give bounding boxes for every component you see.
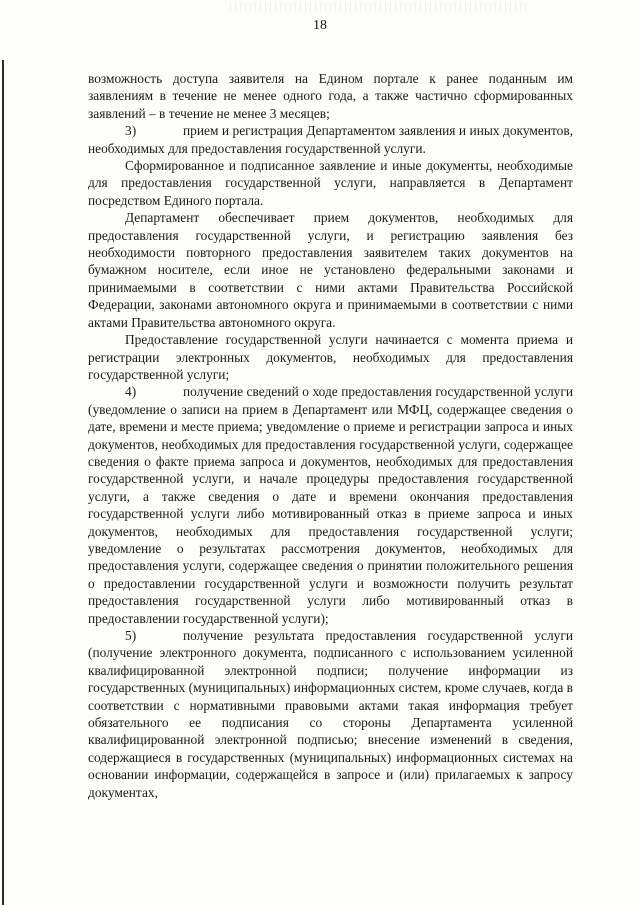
list-item-4 [88,383,573,627]
paragraph-access: возможность доступа заявителя на Едином портале к ранее поданным им заявлениям в течение не менее одного года, а также частично сформированных заявлений – в течение не менее 3 месяцев; [88,71,573,121]
list-item-number: 5) [125,628,137,643]
list-item-5 [88,627,573,801]
paragraph-reception: Департамент обеспечивает прием документов, необходимых для предоставления государственной услуги, и регистрацию заявления без необходимости повторного предоставления заявителем таких документов на бумажном носителе, если иное не установлено федеральными законами и принимаемыми в соответствии с ними актами Правительства Российской Федерации, законами автономного округа и принимаемыми в соответствии с ними актами Правительства автономного округа. [88,210,573,330]
list-item-3 [88,122,573,157]
page-number: 18 [313,18,327,33]
scan-edge-line [2,60,4,905]
paragraph-submission: Сформированное и подписанное заявление и иные документы, необходимые для предоставления государственной услуги, направляется в Департамент посредством Единого портала. [88,158,573,208]
list-item-text: получение результата предоставления государственной услуги (получение электронного документа, подписанного с использованием усиленной квалифицированной электронной подписи; получение информации из государственных (муниципальных) информационных систем, кроме случаев, когда в соответствии с нормативными правовыми актами такая информация требует обязательного ее подписания со стороны Департамента усиленной квалифицированной электронной подписью; внесение изменений в сведения, содержащиеся в государственных (муниципальных) информационных системах на основании информации, содержащейся в запросе и (или) прилагаемых к запросу документах, [88,628,573,800]
list-item-text: прием и регистрация Департаментом заявления и иных документов, необходимых для предоставления государственной услуги. [88,123,573,156]
paragraph-start: Предоставление государственной услуги начинается с момента приема и регистрации электронных документов, необходимых для предоставления государственной услуги; [88,332,573,382]
list-item-text: получение сведений о ходе предоставления государственной услуги (уведомление о записи на прием в Департамент или МФЦ, содержащее сведения о дате, времени и месте приема; уведомление о приеме и регистрации запроса и иных документов, необходимых для предоставления государственной услуги, содержащее сведения о факте приема запроса и документов, необходимых для предоставления государственной услуги, и начале процедуры предоставления государственной услуги, а также сведения о дате и времени окончания предоставления государственной услуги либо мотивированный отказ в приеме запроса и иных документов, необходимых для предоставления государственной услуги; уведомление о результатах рассмотрения документов, необходимых для предоставления услуги, содержащее сведения о принятии положительного решения о предоставлении государственной услуги и возможности получить результат предоставления государственной услуги либо мотивированный отказ в предоставлении государственной услуги); [88,384,573,626]
list-item-number: 4) [125,384,137,400]
scan-artifact [230,2,530,12]
list-item-number: 3) [125,123,137,139]
document-body [88,70,573,801]
